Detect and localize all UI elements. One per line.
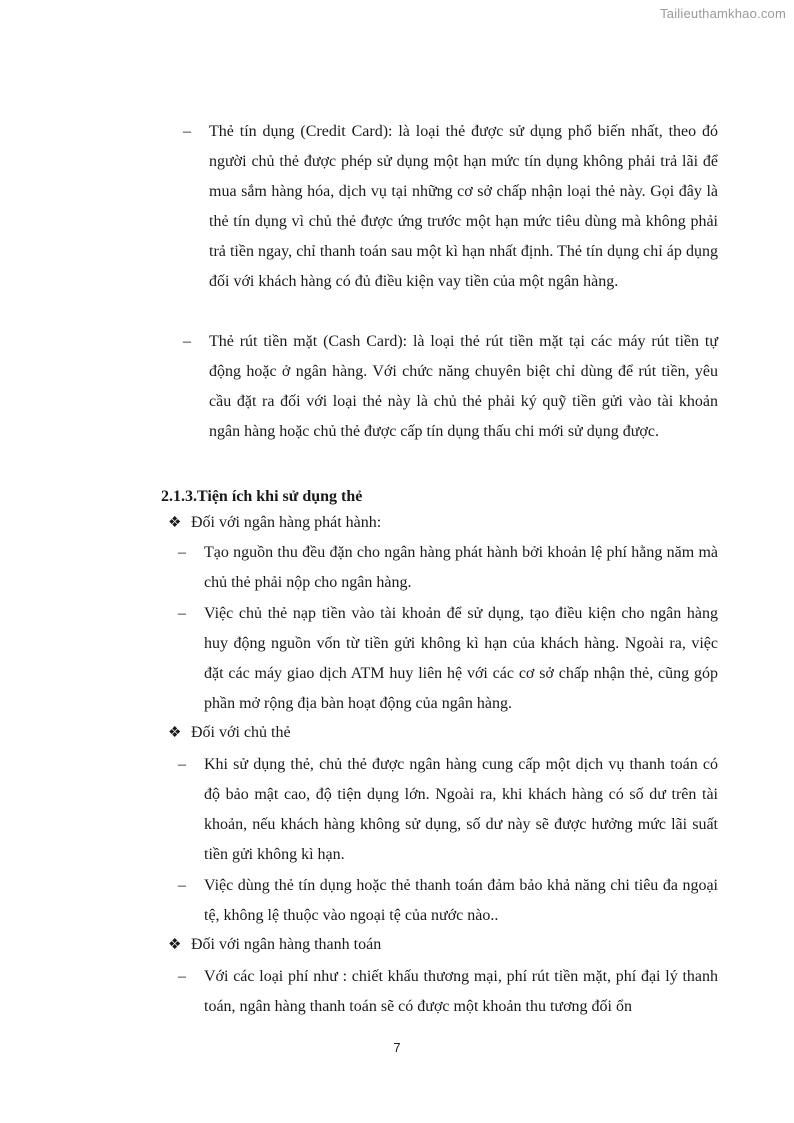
list-item-text: Với các loại phí như : chiết khấu thương mại, phí rút tiền mặt, phí đại lý thanh toán, ngân hàng thanh toán sẽ có được một khoản thu tương đối ổn (204, 968, 718, 1015)
list-item-text: Việc dùng thẻ tín dụng hoặc thẻ thanh toán đảm bảo khả năng chi tiêu đa ngoại tệ, không lệ thuộc vào ngoại tệ của nước nào.. (204, 877, 718, 924)
list-item (178, 750, 718, 870)
list-item-text: Việc chủ thẻ nạp tiền vào tài khoản để sử dụng, tạo điều kiện cho ngân hàng huy động nguồn vốn từ tiền gửi không kì hạn của khách hàng. Ngoài ra, việc đặt các máy giao dịch ATM huy liên hệ với các cơ sở chấp nhận thẻ, cũng góp phần mở rộng địa bàn hoạt động của ngân hàng. (204, 605, 718, 712)
dash-bullet: – (178, 605, 186, 622)
list-item (178, 871, 718, 931)
diamond-bullet-icon: ❖ (168, 725, 182, 741)
dash-bullet: – (178, 756, 186, 773)
list-item-text: Tạo nguồn thu đều đặn cho ngân hàng phát hành bởi khoản lệ phí hằng năm mà chủ thẻ phải nộp cho ngân hàng. (204, 544, 718, 591)
cash-card-paragraph (183, 327, 718, 447)
list-item (178, 962, 718, 1022)
diamond-bullet-icon: ❖ (168, 937, 182, 953)
group-title-text: Đối với ngân hàng thanh toán (191, 936, 382, 953)
list-item (178, 599, 718, 719)
dash-bullet: – (178, 968, 186, 985)
credit-card-text: Thẻ tín dụng (Credit Card): là loại thẻ được sử dụng phổ biến nhất, theo đó người chủ thẻ được phép sử dụng một hạn mức tín dụng không phải trả lãi để mua sắm hàng hóa, dịch vụ tại những cơ sở chấp nhận loại thẻ này. Gọi đây là thẻ tín dụng vì chủ thẻ được ứng trước một hạn mức tiêu dùng mà không phải trả tiền ngay, chỉ thanh toán sau một kì hạn nhất định. Thẻ tín dụng chỉ áp dụng đối với khách hàng có đủ điều kiện vay tiền của một ngân hàng. (209, 123, 718, 290)
list-item (178, 538, 718, 598)
group-title-text: Đối với ngân hàng phát hành: (191, 514, 382, 531)
dash-bullet: – (178, 544, 186, 561)
watermark: Tailieuthamkhao.com (660, 6, 786, 21)
group-title-text: Đối với chủ thẻ (191, 724, 291, 741)
diamond-bullet-icon: ❖ (168, 515, 182, 531)
dash-bullet: – (178, 877, 186, 894)
cash-card-text: Thẻ rút tiền mặt (Cash Card): là loại thẻ rút tiền mặt tại các máy rút tiền tự động hoặc ở ngân hàng. Với chức năng chuyên biệt chỉ dùng để rút tiền, yêu cầu đặt ra đối với loại thẻ này là chủ thẻ phải ký quỹ tiền gửi vào tài khoản ngân hàng hoặc chủ thẻ được cấp tín dụng thấu chi mới sử dụng được. (209, 333, 718, 440)
list-item-text: Khi sử dụng thẻ, chủ thẻ được ngân hàng cung cấp một dịch vụ thanh toán có độ bảo mật cao, độ tiện dụng lớn. Ngoài ra, khi khách hàng có số dư trên tài khoản, nếu khách hàng không sử dụng, số dư này sẽ được hưởng mức lãi suất tiền gửi không kì hạn. (204, 756, 718, 863)
credit-card-paragraph (183, 117, 718, 296)
dash-bullet: – (183, 333, 191, 350)
section-heading: 2.1.3.Tiện ích khi sử dụng thẻ (161, 488, 363, 505)
dash-bullet: – (183, 123, 191, 140)
page-number: 7 (393, 1040, 401, 1055)
